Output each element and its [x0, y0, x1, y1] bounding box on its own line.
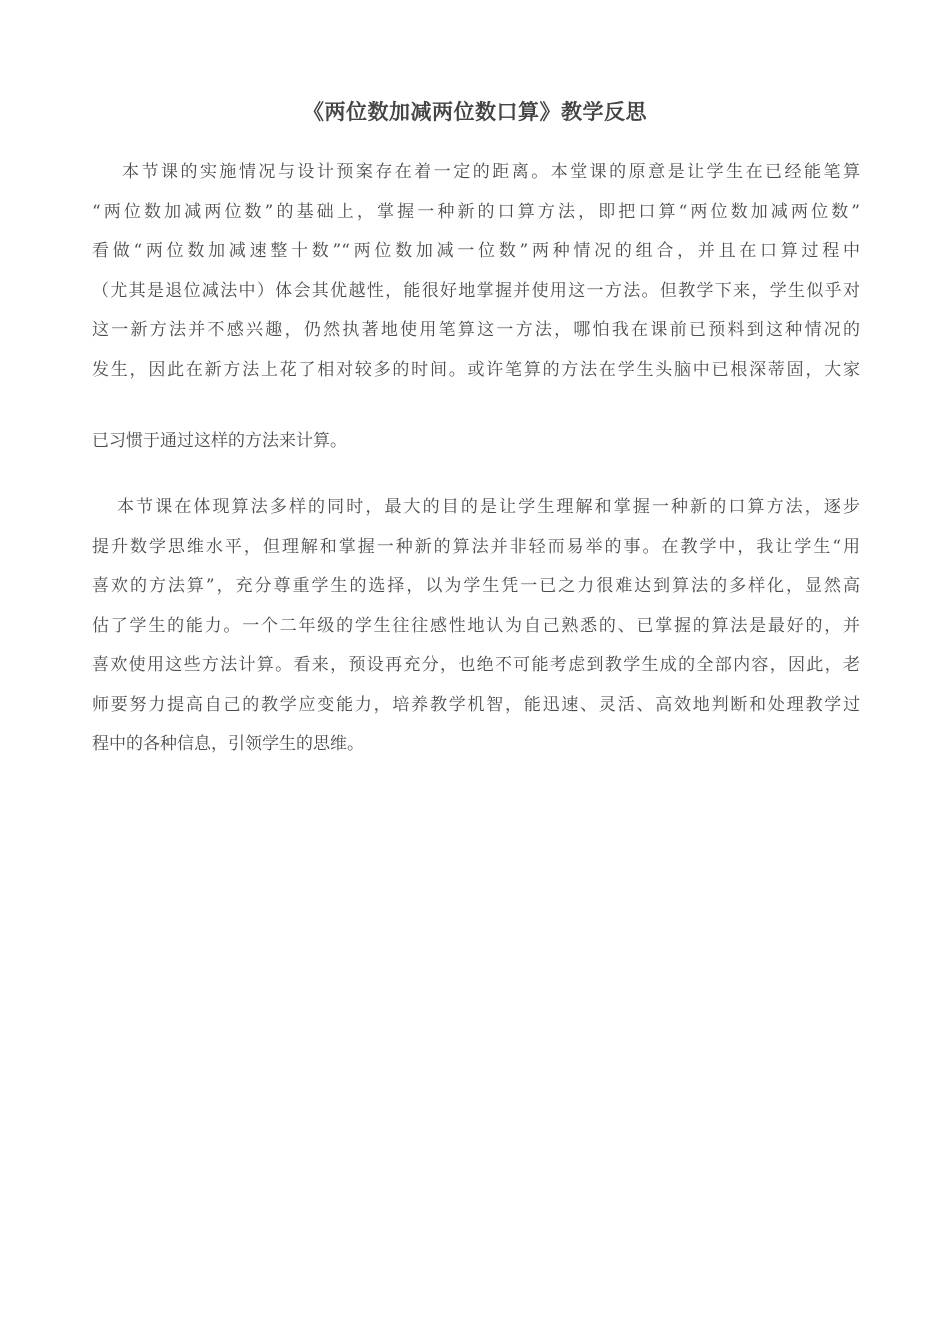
paragraph-line: “两位数加减两位数”的基础上，掌握一种新的口算方法，即把口算“两位数加减两位数” [92, 201, 860, 222]
paragraph-line: 这一新方法并不感兴趣，仍然执著地使用笔算这一方法，哪怕我在课前已预料到这种情况的 [92, 320, 860, 340]
paragraph-line: 喜欢使用这些方法计算。看来，预设再充分，也绝不可能考虑到教学生成的全部内容，因此，老 [92, 655, 860, 675]
paragraph-line: 本节课的实施情况与设计预案存在着一定的距离。本堂课的原意是让学生在已经能笔算 [122, 162, 860, 182]
paragraph-1 [92, 153, 860, 390]
paragraph-2 [92, 488, 860, 765]
paragraph-line: 本节课在体现算法多样的同时，最大的目的是让学生理解和掌握一种新的口算方法，逐步 [117, 497, 860, 517]
paragraph-line: 程中的各种信息，引领学生的思维。 [92, 734, 364, 754]
paragraph-line: 喜欢的方法算”，充分尊重学生的选择，以为学生凭一已之力很难达到算法的多样化，显然高 [92, 576, 860, 596]
paragraph-line: 已习惯于通过这样的方法来计算。 [92, 431, 347, 451]
paragraph-line: 发生，因此在新方法上花了相对较多的时间。或许笔算的方法在学生头脑中已根深蒂固，大家 [92, 359, 860, 380]
paragraph-line: （尤其是退位减法中）体会其优越性，能很好地掌握并使用这一方法。但教学下来，学生似乎对 [92, 280, 860, 301]
document-title: 《两位数加减两位数口算》教学反思 [303, 99, 647, 124]
paragraph-line: 估了学生的能力。一个二年级的学生往往感性地认为自己熟悉的、已掌握的算法是最好的，并 [92, 615, 860, 636]
paragraph-line: 看做“两位数加减速整十数”“两位数加减一位数”两种情况的组合，并且在口算过程中 [92, 241, 860, 261]
paragraph-line: 师要努力提高自己的教学应变能力，培养教学机智，能迅速、灵活、高效地判断和处理教学过 [92, 694, 860, 715]
paragraph-1-continuation [92, 422, 860, 462]
paragraph-line: 提升数学思维水平，但理解和掌握一种新的算法并非轻而易举的事。在教学中，我让学生“用 [92, 536, 860, 557]
